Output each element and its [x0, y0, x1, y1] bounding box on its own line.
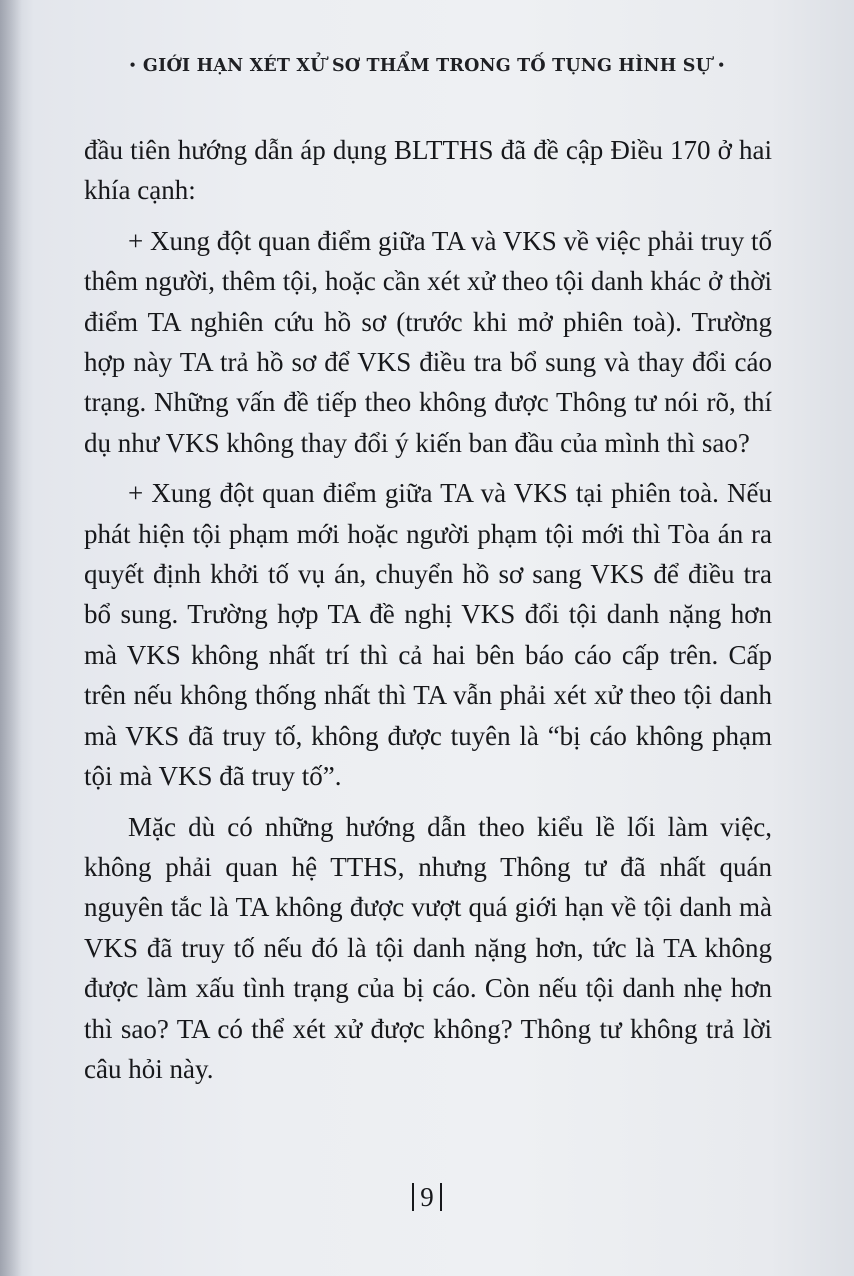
header-title: GIỚI HẠN XÉT XỬ SƠ THẨM TRONG TỐ TỤNG HÌNH SỰ — [142, 56, 712, 76]
page-number — [0, 1182, 854, 1213]
paragraph-conclusion: Mặc dù có những hướng dẫn theo kiểu lề lối làm việc, không phải quan hệ TTHS, nhưng Thông tư đã nhất quán nguyên tắc là TA không được vượt quá giới hạn về tội danh mà VKS đã truy tố nếu đó là tội danh nặng hơn, tức là TA không được làm xấu tình trạng của bị cáo. Còn nếu tội danh nhẹ hơn thì sao? TA có thể xét xử được không? Thông tư không trả lời câu hỏi này. — [84, 811, 772, 1084]
running-header — [0, 56, 854, 76]
body-text — [84, 130, 772, 1099]
paragraph-continuation: đầu tiên hướng dẫn áp dụng BLTTHS đã đề cập Điều 170 ở hai khía cạnh: — [84, 135, 772, 206]
paragraph-conflict-before-trial: + Xung đột quan điểm giữa TA và VKS về việc phải truy tố thêm người, thêm tội, hoặc cần xét xử theo tội danh khác ở thời điểm TA nghiên cứu hồ sơ (trước khi mở phiên toà). Trường hợp này TA trả hồ sơ để VKS điều tra bổ sung và thay đổi cáo trạng. Những vấn đề tiếp theo không được Thông tư nói rõ, thí dụ như VKS không thay đổi ý kiến ban đầu của mình thì sao? — [84, 225, 772, 458]
page-number-bar-left — [412, 1183, 414, 1211]
page-number-value: 9 — [420, 1182, 434, 1212]
paragraph-conflict-at-trial: + Xung đột quan điểm giữa TA và VKS tại phiên toà. Nếu phát hiện tội phạm mới hoặc người phạm tội mới thì Tòa án ra quyết định khởi tố vụ án, chuyển hồ sơ sang VKS để điều tra bổ sung. Trường hợp TA đề nghị VKS đổi tội danh nặng hơn mà VKS không nhất trí thì cả hai bên báo cáo cấp trên. Cấp trên nếu không thống nhất thì TA vẫn phải xét xử theo tội danh mà VKS đã truy tố, không được tuyên là “bị cáo không phạm tội mà VKS đã truy tố”. — [84, 478, 772, 792]
header-bullet-left: • — [128, 58, 137, 72]
header-bullet-right: • — [717, 58, 726, 72]
page-number-bar-right — [440, 1183, 442, 1211]
